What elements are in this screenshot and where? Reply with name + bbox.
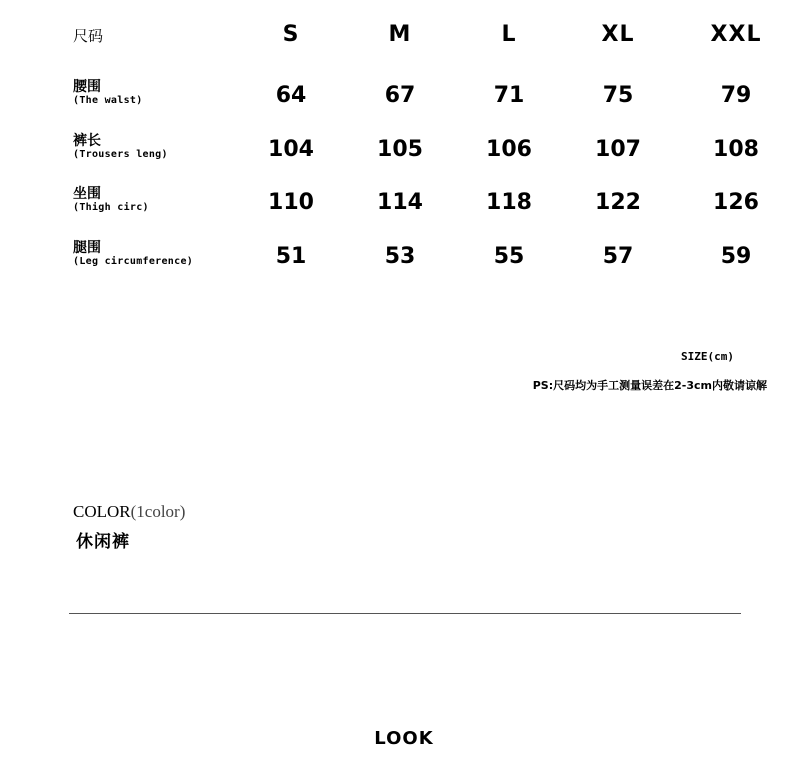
size-unit-note: SIZE(cm)	[681, 350, 734, 363]
measurement-disclaimer: PS:尺码均为手工测量误差在2-3cm内敬请谅解	[532, 379, 767, 392]
row-label-cn: 坐围	[73, 186, 101, 202]
table-cell: 59	[720, 244, 752, 269]
table-cell: 106	[486, 137, 532, 162]
table-cell: 122	[595, 190, 641, 215]
table-cell: 126	[713, 190, 759, 215]
table-cell: 107	[595, 137, 641, 162]
table-cell: 71	[493, 83, 525, 108]
row-label-en: (Thigh circ)	[73, 202, 149, 214]
table-cell: 55	[493, 244, 525, 269]
table-cell: 118	[486, 190, 532, 215]
row-label-length	[73, 134, 168, 160]
row-label-en: (Leg circumference)	[73, 256, 194, 268]
table-cell: 64	[275, 83, 307, 108]
row-label-cn: 裤长	[73, 133, 101, 149]
table-cell: 79	[720, 83, 752, 108]
size-col-xl: XL	[601, 22, 635, 47]
row-label-en: (Trousers leng)	[73, 149, 168, 161]
table-cell: 104	[268, 137, 314, 162]
look-title: LOOK	[374, 728, 434, 749]
table-cell: 114	[377, 190, 423, 215]
size-col-s: S	[282, 22, 300, 47]
table-cell: 75	[602, 83, 634, 108]
table-cell: 53	[384, 244, 416, 269]
table-cell: 108	[713, 137, 759, 162]
row-label-thigh	[73, 187, 149, 213]
color-label	[73, 502, 185, 522]
section-divider	[69, 613, 741, 614]
table-cell: 57	[602, 244, 634, 269]
row-label-en: (The walst)	[73, 95, 143, 107]
color-count: (1color)	[130, 502, 186, 521]
table-cell: 105	[377, 137, 423, 162]
row-label-waist	[73, 80, 143, 106]
size-header-label: 尺码	[73, 27, 104, 45]
size-col-m: M	[388, 22, 412, 47]
table-cell: 67	[384, 83, 416, 108]
table-cell: 110	[268, 190, 314, 215]
size-col-l: L	[501, 22, 517, 47]
row-label-leg	[73, 241, 193, 267]
color-heading: COLOR	[73, 502, 131, 521]
table-cell: 51	[275, 244, 307, 269]
row-label-cn: 腰围	[73, 79, 101, 95]
row-label-cn: 腿围	[73, 240, 101, 256]
size-col-xxl: XXL	[710, 22, 762, 47]
color-name: 休闲裤	[76, 532, 130, 552]
